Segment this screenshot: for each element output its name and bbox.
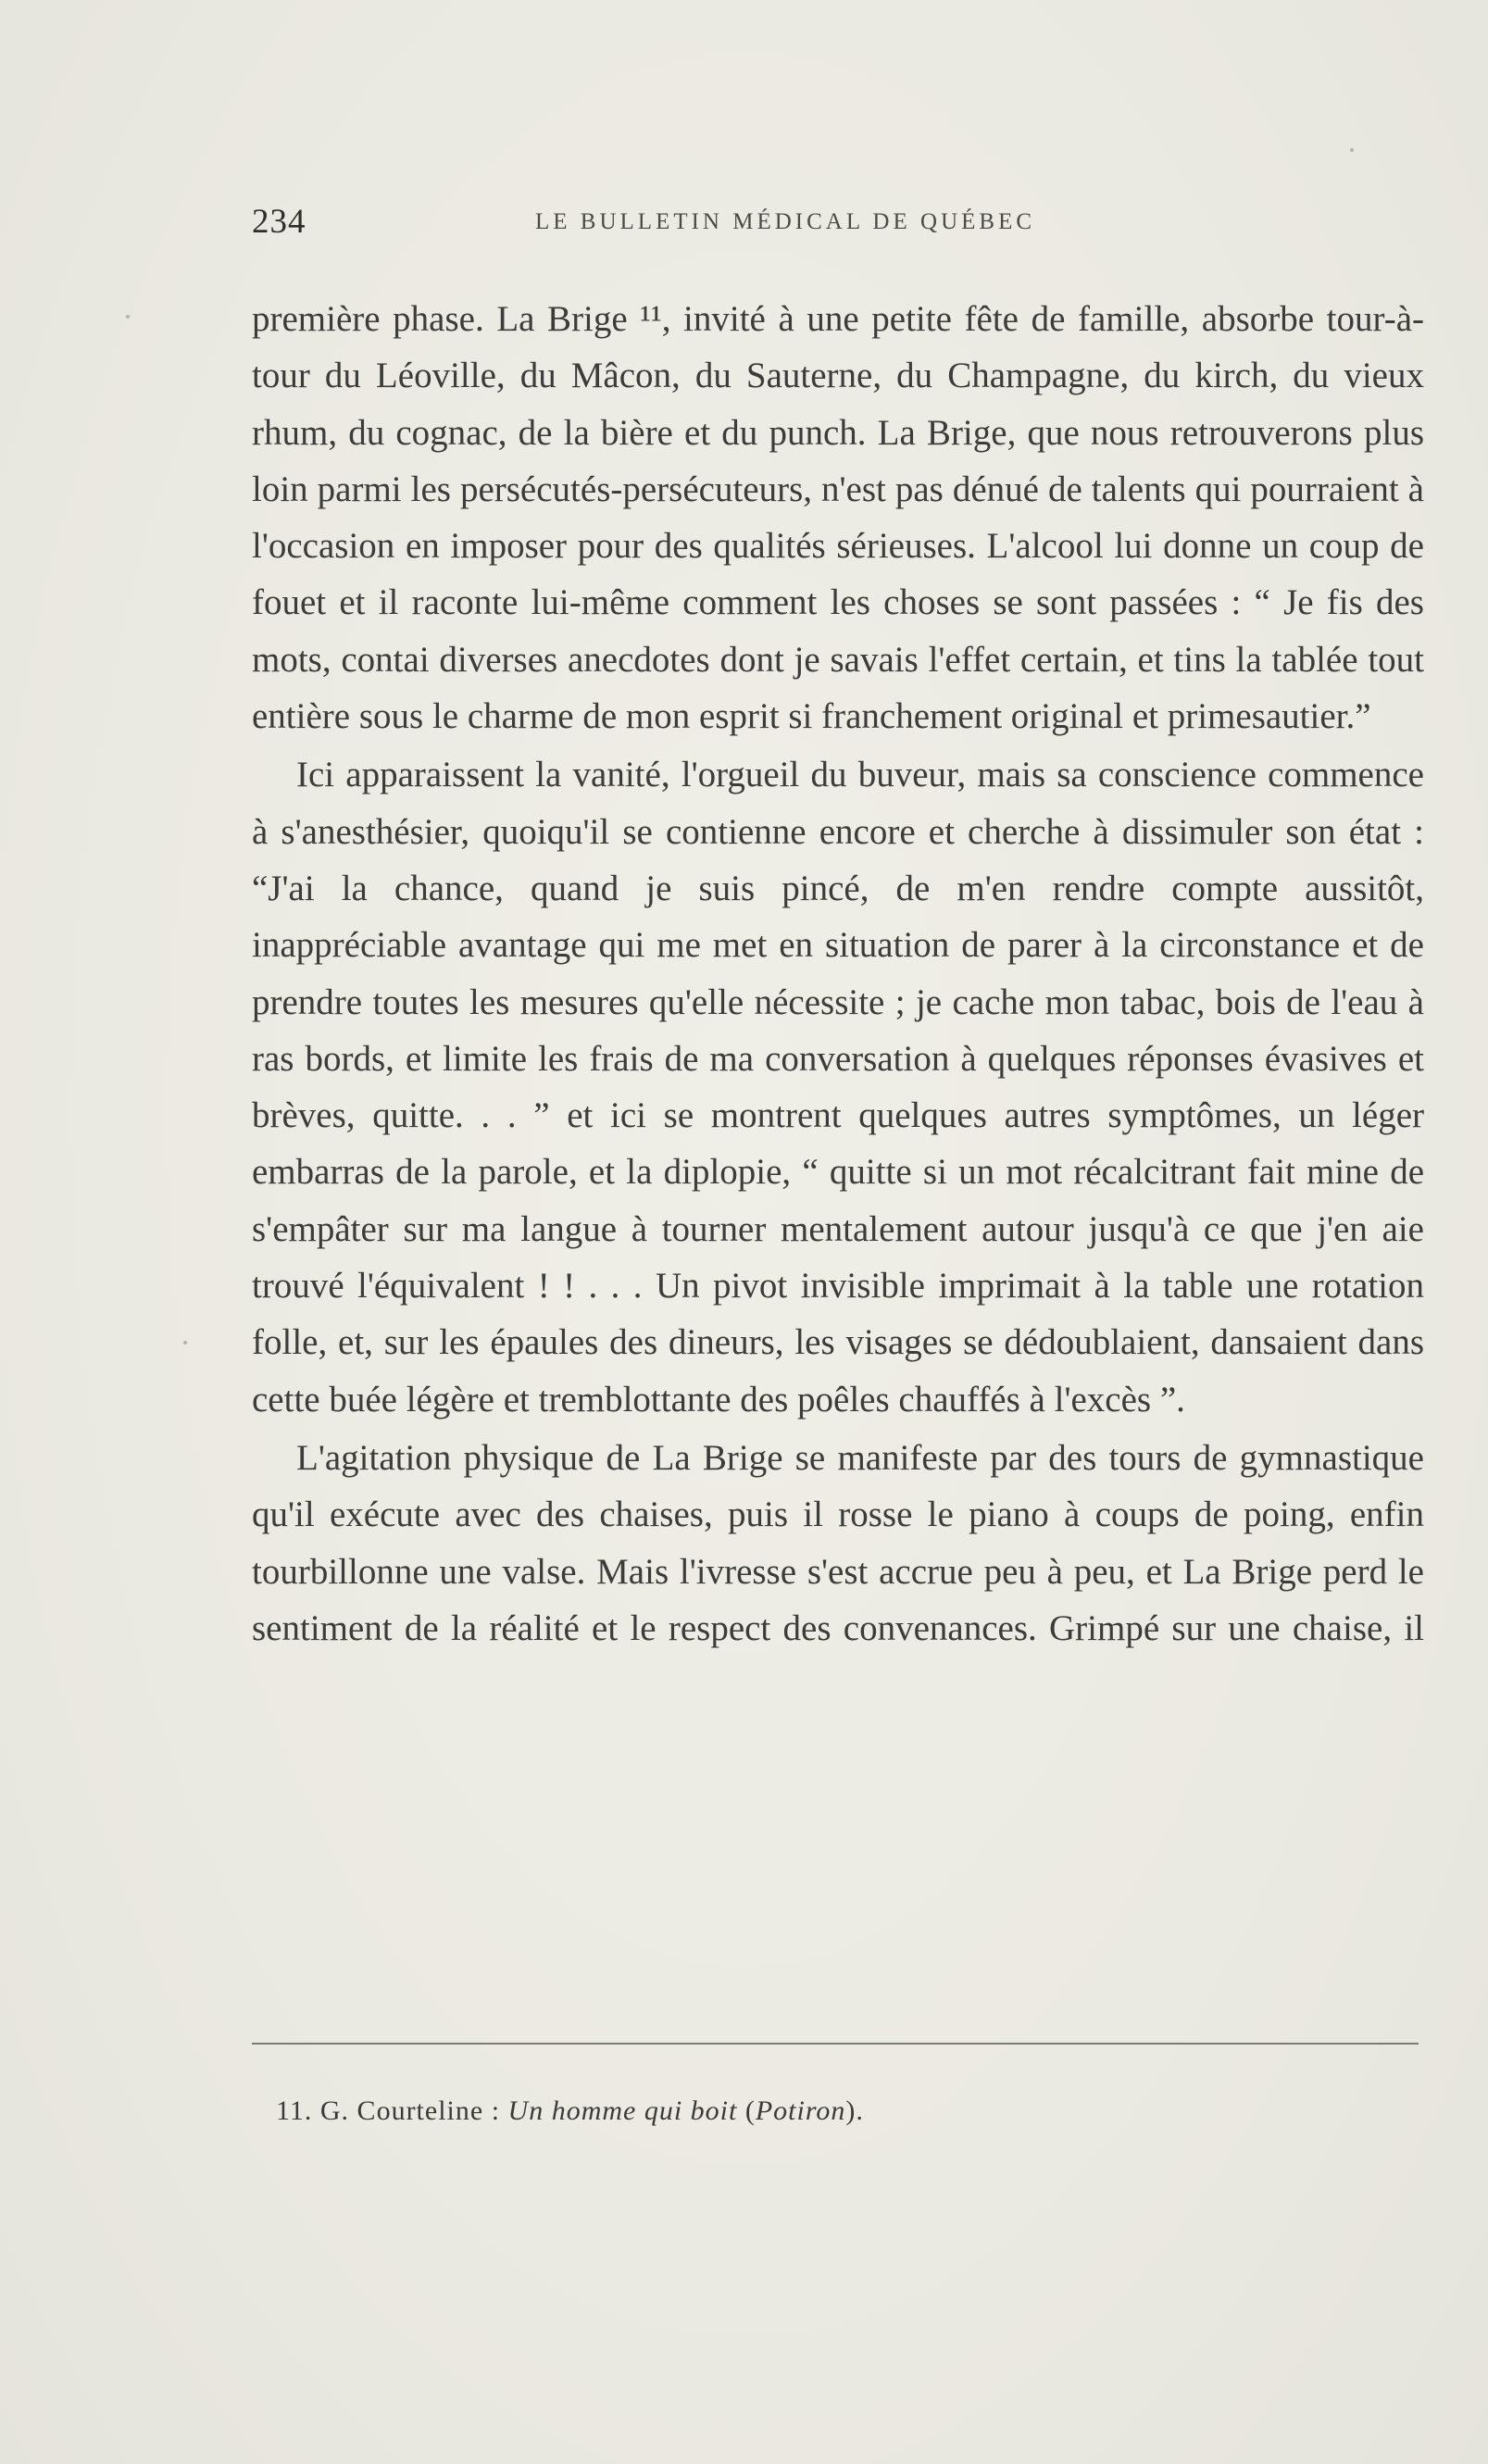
- footnote-number: 11.: [276, 2095, 313, 2126]
- footnote-divider: [252, 2043, 1419, 2045]
- footnote-subtitle: Potiron: [755, 2095, 846, 2126]
- footnote-title: Un homme qui boit: [507, 2095, 738, 2126]
- paragraph-1: première phase. La Brige ¹¹, invité à une petite fête de famille, absorbe tour-à-tour du Léoville, du Mâcon, du Sauterne, du Champagne, du kirch, du vieux rhum, du cognac, de la bière et du punch. La Brige, que nous retrouverons plus loin parmi les persécutés-persécuteurs, n'est pas dénué de talents qui pourraient à l'occasion en imposer pour des qualités sérieuses. L'alcool lui donne un coup de fouet et il raconte lui-même comment les choses se sont passées : “ Je fis des mots, contai diverses anecdotes dont je savais l'effet certain, et tins la tablée tout entière sous le charme de mon esprit si franchement original et primesautier.”: [252, 299, 1424, 737]
- footnote-author: G. Courteline :: [319, 2095, 501, 2126]
- paragraph-3: L'agitation physique de La Brige se manifeste par des tours de gymnastique qu'il exécute avec des chaises, puis il rosse le piano à coups de poing, enfin tourbillonne une valse. Mais l'ivresse s'est accrue peu à peu, et La Brige perd le sentiment de la réalité et le respect des convenances. Grimpé sur une chaise, il: [252, 1437, 1424, 1648]
- paragraph-2: Ici apparaissent la vanité, l'orgueil du buveur, mais sa conscience commence à s'anesthésier, quoiqu'il se contienne encore et cherche à dissimuler son état : “J'ai la chance, quand je suis pincé, de m'en rendre compte aussitôt, inappréciable avantage qui me met en situation de parer à la circonstance et de prendre toutes les mesures qu'elle nécessite ; je cache mon tabac, bois de l'eau à ras bords, et limite les frais de ma conversation à quelques réponses évasives et brèves, quitte. . . ” et ici se montrent quelques autres symptômes, un léger embarras de la parole, et la diplopie, “ quitte si un mot récalcitrant fait mine de s'empâter sur ma langue à tourner mentalement autour jusqu'à ce que j'en aie trouvé l'équivalent ! ! . . . Un pivot invisible imprimait à la table une rotation folle, et, sur les épaules des dineurs, les visages se dédoublaient, dansaient dans cette buée légère et tremblottante des poêles chauffés à l'excès ”.: [252, 755, 1424, 1420]
- footnote-open-paren: (: [744, 2095, 756, 2126]
- journal-title: LE BULLETIN MÉDICAL DE QUÉBEC: [535, 209, 1036, 234]
- running-head: [252, 202, 1424, 239]
- paper-speck: [126, 315, 130, 319]
- body-text: [252, 291, 1424, 1658]
- footnote-close: ).: [845, 2095, 864, 2126]
- footnote: [276, 2095, 864, 2127]
- paper-speck: [1350, 148, 1354, 152]
- page-number: 234: [252, 203, 306, 241]
- paper-speck: [183, 1341, 187, 1345]
